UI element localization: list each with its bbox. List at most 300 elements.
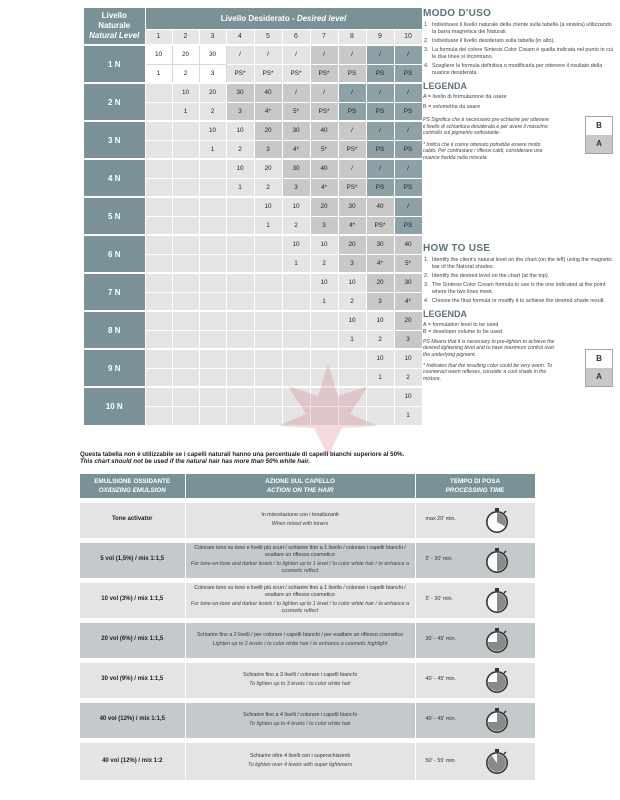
developer-volume-cell: 10 [282, 197, 310, 216]
action-english: When mixed with toners [271, 521, 329, 527]
usage-steps-en [423, 257, 615, 305]
formulation-level-cell: 2 [254, 178, 282, 197]
developer-volume-cell [226, 349, 254, 368]
desired-level-2: 2 [172, 29, 199, 45]
star-note-it: * Indica che il colore ottenuto potrebbe essere molto caldo. Per contrastare i riflessi caldi, considerare una nuance fredda nella miscela. [423, 141, 543, 161]
formulation-level-cell [282, 292, 310, 311]
developer-volume-cell [172, 273, 199, 292]
developer-volume-cell [145, 311, 172, 330]
developer-volume-cell [199, 159, 226, 178]
legend-title-en: LEGENDA [423, 308, 468, 319]
developer-volume-cell: 10 [366, 311, 394, 330]
developer-volume-cell: 20 [310, 197, 338, 216]
chart-row [84, 121, 422, 140]
developer-volume-cell: 10 [394, 387, 422, 406]
emulsion-name: 40 vol (12%) / mix 1:2 [80, 740, 185, 780]
formulation-level-cell: PS* [366, 216, 394, 235]
formulation-level-cell [254, 292, 282, 311]
developer-volume-cell [172, 387, 199, 406]
formulation-level-cell: 2 [310, 254, 338, 273]
developer-volume-cell: 10 [226, 159, 254, 178]
developer-volume-cell: 30 [199, 45, 226, 64]
emulsion-row [80, 580, 535, 620]
formulation-level-cell [199, 368, 226, 387]
formulation-level-cell: PS [366, 64, 394, 83]
desired-level-9: 9 [366, 29, 394, 45]
natural-level-label: 6 N [84, 235, 145, 273]
legend-box-b: B [596, 354, 602, 363]
processing-time: 40' - 45' min. [425, 676, 457, 683]
formulation-level-cell [172, 292, 199, 311]
legend-b-en: B = developer volume to be used [423, 328, 502, 335]
developer-volume-cell [172, 349, 199, 368]
formulation-level-cell: PS [366, 178, 394, 197]
formulation-level-cell [145, 368, 172, 387]
developer-volume-cell [199, 311, 226, 330]
natural-level-label: 7 N [84, 273, 145, 311]
developer-volume-cell [199, 349, 226, 368]
formulation-level-cell: PS* [310, 102, 338, 121]
natural-level-label: 5 N [84, 197, 145, 235]
developer-volume-cell: 40 [394, 235, 422, 254]
formulation-level-cell: 2 [394, 368, 422, 387]
ps-note-en: PS Means that it is necessary to pre-lighten to achieve the desired lightening level and to have maximum control over the underlying pigment. [423, 338, 555, 358]
instructions-italian [423, 8, 615, 161]
developer-volume-cell: / [366, 159, 394, 178]
formulation-level-cell [172, 140, 199, 159]
developer-volume-cell: / [282, 83, 310, 102]
formulation-level-cell: 1 [226, 178, 254, 197]
developer-volume-cell [199, 273, 226, 292]
developer-volume-cell [282, 273, 310, 292]
emulsion-name: 30 vol (9%) / mix 1:1,5 [80, 660, 185, 700]
developer-volume-cell [172, 235, 199, 254]
legend-box-it [585, 116, 613, 154]
developer-volume-cell: 10 [310, 235, 338, 254]
developer-volume-cell: 20 [172, 45, 199, 64]
formulation-level-cell [199, 292, 226, 311]
chart-row [84, 235, 422, 254]
formulation-level-cell [199, 406, 226, 425]
developer-volume-cell: 20 [199, 83, 226, 102]
developer-volume-cell [145, 159, 172, 178]
action-cell [185, 740, 415, 780]
developer-volume-cell [145, 197, 172, 216]
action-english: To lighten up to 4 levels / to color white hair [249, 721, 351, 727]
developer-volume-cell: / [226, 45, 254, 64]
chart-row [84, 45, 422, 64]
formulation-level-cell: 3 [226, 102, 254, 121]
formulation-level-cell [172, 368, 199, 387]
formulation-level-cell: 4* [366, 254, 394, 273]
developer-volume-cell: / [254, 45, 282, 64]
processing-time: 5' - 30' min. [425, 556, 454, 563]
formulation-level-cell: 3 [199, 64, 226, 83]
action-english: Lighten up to 2 levels / to color white hair / to enhance a cosmetic highlight [212, 641, 388, 647]
desired-level-5: 5 [254, 29, 282, 45]
formulation-level-cell [172, 330, 199, 349]
developer-volume-cell [199, 387, 226, 406]
processing-time-cell [415, 540, 535, 580]
developer-volume-cell: 40 [366, 197, 394, 216]
formulation-level-cell: 3 [310, 216, 338, 235]
formulation-level-cell: PS [394, 216, 422, 235]
stopwatch-icon [484, 747, 510, 775]
usage-step: 3. La formula del colore Sintesis Color Cream è quella indicata nel punto in cui le due linee si incontrano. [424, 46, 613, 60]
stopwatch-icon [484, 706, 510, 734]
emulsion-name: 10 vol (3%) / mix 1:1,5 [80, 580, 185, 620]
desired-level-6: 6 [282, 29, 310, 45]
processing-time: 40' - 45' min. [425, 716, 457, 723]
developer-volume-cell: / [366, 45, 394, 64]
action-italian: Schiarire fino a 3 livelli / colorare i capelli bianchi [243, 671, 357, 678]
developer-volume-cell: 10 [394, 349, 422, 368]
processing-time-cell [415, 700, 535, 740]
formulation-level-cell [145, 216, 172, 235]
action-cell [185, 500, 415, 540]
usage-step: 1. Individuare il livello naturale della cliente sulla tabella (a sinistra) utilizzando la barra magnetica dei Naturali. [424, 22, 612, 36]
developer-volume-cell [310, 311, 338, 330]
formulation-level-cell: 2 [226, 140, 254, 159]
formulation-level-cell [172, 216, 199, 235]
developer-volume-cell: 10 [226, 121, 254, 140]
formulation-level-cell [226, 330, 254, 349]
formulation-level-cell: 4* [338, 216, 366, 235]
developer-volume-cell: 10 [145, 45, 172, 64]
header-time: TEMPO DI POSA PROCESSING TIME [415, 474, 535, 500]
emulsion-name: 20 vol (6%) / mix 1:1,5 [80, 620, 185, 660]
formulation-level-cell: 1 [338, 330, 366, 349]
developer-volume-cell: 40 [310, 159, 338, 178]
developer-volume-cell [199, 235, 226, 254]
developer-volume-cell: / [338, 45, 366, 64]
developer-volume-cell: / [282, 45, 310, 64]
formulation-level-cell [226, 254, 254, 273]
developer-volume-cell [226, 311, 254, 330]
stopwatch-icon [484, 506, 510, 534]
formulation-level-cell: PS [366, 102, 394, 121]
action-italian: In miscelazione con i tonalizzanti [261, 511, 339, 518]
formulation-level-cell: PS* [254, 64, 282, 83]
formulation-level-cell: PS* [282, 64, 310, 83]
developer-volume-cell [254, 235, 282, 254]
processing-time-cell [415, 660, 535, 700]
formulation-level-cell: PS [338, 64, 366, 83]
caption-english: This chart should not be used if the natural hair has more than 50% white hair. [80, 458, 311, 465]
processing-time-cell [415, 580, 535, 620]
stopwatch-icon [484, 586, 510, 614]
emulsion-row [80, 500, 535, 540]
usage-step: 3. The Sintesis Color Cream formula to use is the one indicated at the point where the two lines meet. [424, 281, 606, 295]
formulation-level-cell: 5* [394, 254, 422, 273]
developer-volume-cell: 10 [366, 349, 394, 368]
chart-row [84, 273, 422, 292]
desired-level-header: Livello Desiderato - Desired level [145, 8, 422, 29]
developer-volume-cell: 30 [282, 121, 310, 140]
formulation-level-cell: PS [338, 102, 366, 121]
formulation-level-cell [145, 406, 172, 425]
developer-volume-cell [145, 235, 172, 254]
desired-level-10: 10 [394, 29, 422, 45]
developer-volume-cell [145, 273, 172, 292]
formulation-level-cell: 2 [172, 64, 199, 83]
chart-row [84, 311, 422, 330]
formulation-level-cell [226, 368, 254, 387]
developer-volume-cell: 20 [254, 159, 282, 178]
developer-volume-cell [226, 273, 254, 292]
developer-volume-cell: / [394, 45, 422, 64]
usage-steps-it [423, 22, 615, 77]
natural-level-label: 2 N [84, 83, 145, 121]
developer-volume-cell: / [394, 197, 422, 216]
usage-title-it: MODO D'USO [423, 8, 492, 19]
formulation-level-cell: PS [394, 140, 422, 159]
action-cell [185, 660, 415, 700]
formulation-level-cell [254, 330, 282, 349]
developer-volume-cell: 10 [338, 311, 366, 330]
developer-volume-cell: 20 [254, 121, 282, 140]
formulation-level-cell: 3 [254, 140, 282, 159]
developer-volume-cell [199, 197, 226, 216]
instructions-english [423, 243, 615, 382]
natural-level-label: 8 N [84, 311, 145, 349]
natural-level-label: 10 N [84, 387, 145, 425]
usage-step: 2. Identify the desired level on the chart (at the top). [424, 272, 550, 279]
formulation-level-cell: 1 [310, 292, 338, 311]
usage-step: 2. Individuare il livello desiderato sulla tabella (in alto). [424, 37, 555, 44]
developer-volume-cell: / [394, 159, 422, 178]
developer-volume-cell: 20 [366, 273, 394, 292]
action-cell [185, 620, 415, 660]
action-italian: Schiarire oltre 4 livelli con i superschiarenti [249, 753, 351, 760]
formulation-level-cell [199, 216, 226, 235]
formulation-level-cell [199, 178, 226, 197]
legend-box-b: B [596, 121, 602, 130]
formulation-level-cell: 4* [310, 178, 338, 197]
action-english: To lighten over 4 levels with super lighteners [247, 762, 353, 769]
developer-volume-cell: 10 [254, 197, 282, 216]
developer-volume-cell: / [394, 121, 422, 140]
natural-level-label: 4 N [84, 159, 145, 197]
formulation-level-cell: 3 [394, 330, 422, 349]
formulation-level-cell [172, 178, 199, 197]
desired-level-7: 7 [310, 29, 338, 45]
formulation-level-cell [172, 254, 199, 273]
developer-volume-cell: 30 [338, 197, 366, 216]
developer-volume-cell [254, 311, 282, 330]
caption-italian: Questa tabella non è utilizzabile se i capelli naturali hanno una percentuale di capelli bianchi superiore al 50%. [80, 451, 405, 458]
developer-volume-cell: 40 [254, 83, 282, 102]
processing-time: 5' - 30' min. [425, 596, 454, 603]
developer-volume-cell: 30 [394, 273, 422, 292]
header-emulsion: EMULSIONE OSSIDANTE OXIDIZING EMULSION [80, 474, 185, 500]
formulation-level-cell: PS* [338, 178, 366, 197]
developer-volume-cell [145, 387, 172, 406]
chart-corner-header: Livello Naturale Natural Level [84, 8, 145, 45]
processing-time-cell [415, 500, 535, 540]
usage-step: 1. Identify the client's natural level on the chart (on the left) using the magnetic bar of the Natural shades. [424, 257, 613, 271]
formulation-level-cell [199, 330, 226, 349]
formulation-level-cell: 2 [338, 292, 366, 311]
developer-volume-cell: 30 [226, 83, 254, 102]
legend-title-it: LEGENDA [423, 80, 468, 91]
usage-step: 4. Scegliere la formula definitiva o modificarla per ottenere il risultato della nuance desiderata. [424, 62, 603, 76]
stopwatch-icon [484, 626, 510, 654]
developer-volume-cell [172, 121, 199, 140]
formulation-level-cell: 3 [282, 178, 310, 197]
action-english: For tone-on-tone and darker levels / to lighten up to 1 level / to color white hair / to enhance a cosmetic reflect [190, 601, 410, 615]
stopwatch-icon [484, 666, 510, 694]
legend-a-en: A = formulation level to be used [423, 321, 499, 328]
developer-volume-cell: 10 [282, 235, 310, 254]
legend-box-a: A [586, 135, 612, 153]
formulation-level-cell: 1 [254, 216, 282, 235]
developer-volume-cell: / [338, 83, 366, 102]
chart-row [84, 83, 422, 102]
legend-b-it: B = volumetria da usare [423, 103, 481, 110]
formulation-level-cell: 4* [254, 102, 282, 121]
action-cell [185, 580, 415, 620]
developer-volume-cell: / [338, 159, 366, 178]
developer-volume-cell [282, 311, 310, 330]
developer-volume-cell: / [310, 45, 338, 64]
formulation-level-cell: 1 [282, 254, 310, 273]
formulation-level-cell: 1 [145, 64, 172, 83]
natural-level-label: 9 N [84, 349, 145, 387]
formulation-level-cell: 3 [366, 292, 394, 311]
developer-volume-cell: 10 [172, 83, 199, 102]
action-cell [185, 700, 415, 740]
processing-time: max 20' min. [425, 516, 456, 523]
legend-box-en [585, 349, 613, 387]
formulation-level-cell [145, 292, 172, 311]
formulation-level-cell: PS [366, 140, 394, 159]
developer-volume-cell: / [310, 83, 338, 102]
formulation-level-cell: PS* [226, 64, 254, 83]
formulation-level-cell: PS* [310, 64, 338, 83]
formulation-level-cell [145, 102, 172, 121]
formulation-level-cell: 3 [338, 254, 366, 273]
formulation-level-cell [199, 254, 226, 273]
formulation-level-cell [145, 254, 172, 273]
formulation-level-cell: PS [394, 178, 422, 197]
formulation-level-cell: 4* [282, 140, 310, 159]
developer-volume-cell: 30 [366, 235, 394, 254]
action-italian: Schiarire fino a 4 livelli / colorare i capelli bianchi [243, 711, 357, 718]
emulsion-row [80, 700, 535, 740]
processing-time: 30' - 45' min. [425, 636, 457, 643]
emulsion-name: Tone activator [80, 500, 185, 540]
formulation-level-cell: 2 [366, 330, 394, 349]
natural-level-label: 1 N [84, 45, 145, 83]
formulation-level-cell [226, 292, 254, 311]
developer-volume-cell: 30 [282, 159, 310, 178]
developer-volume-cell: 40 [310, 121, 338, 140]
formulation-level-cell [226, 216, 254, 235]
ps-note-it: PS Significa che è necessario pre-schiarire per ottenere il livello di schiaritura desiderata e per avere il massimo controllo sul pigmento sottostante. [423, 116, 549, 137]
desired-level-1: 1 [145, 29, 172, 45]
developer-volume-cell: 20 [394, 311, 422, 330]
formulation-level-cell: 2 [282, 216, 310, 235]
emulsion-row [80, 740, 535, 780]
desired-level-4: 4 [226, 29, 254, 45]
processing-time: 50' - 55' min. [425, 757, 457, 764]
emulsion-table [80, 474, 536, 780]
legend-box-a: A [586, 368, 612, 386]
legend-a-it: A = livello di formulazione da usare [423, 93, 507, 100]
action-italian: Colorare tono su tono e livelli più scuri / schiarire fino a 1 livello / colorare i capelli bianchi / esaltare un riflesso cosmetico [194, 544, 406, 558]
formulation-level-cell: 1 [366, 368, 394, 387]
formulation-level-cell [310, 330, 338, 349]
developer-volume-cell [172, 311, 199, 330]
formulation-level-cell: 1 [172, 102, 199, 121]
emulsion-row [80, 660, 535, 700]
emulsion-row [80, 620, 535, 660]
chart-row [84, 197, 422, 216]
action-italian: Colorare tono su tono e livelli più scuri / schiarire fino a 1 livello / colorare i capelli bianchi / esaltare un riflesso cosmetico [194, 584, 406, 598]
developer-volume-cell: 20 [338, 235, 366, 254]
developer-volume-cell [226, 235, 254, 254]
action-english: For tone-on-tone and darker levels / to lighten up to 1 level / to color white hair / to enhance a cosmetic reflect [190, 561, 410, 575]
formulation-level-cell: 1 [394, 406, 422, 425]
developer-volume-cell: 10 [199, 121, 226, 140]
formulation-level-cell: 5* [282, 102, 310, 121]
developer-volume-cell: / [366, 121, 394, 140]
natural-level-label: 3 N [84, 121, 145, 159]
processing-time-cell [415, 620, 535, 660]
developer-volume-cell: 10 [338, 273, 366, 292]
formulation-level-cell [282, 330, 310, 349]
processing-time-cell [415, 740, 535, 780]
formulation-level-cell [172, 406, 199, 425]
emulsion-row [80, 540, 535, 580]
developer-volume-cell [145, 121, 172, 140]
formulation-level-cell: 2 [199, 102, 226, 121]
emulsion-name: 5 vol (1,5%) / mix 1:1,5 [80, 540, 185, 580]
action-cell [185, 540, 415, 580]
developer-volume-cell: / [338, 121, 366, 140]
chart-row [84, 159, 422, 178]
developer-volume-cell [145, 83, 172, 102]
formulation-level-cell [145, 330, 172, 349]
emulsion-name: 40 vol (12%) / mix 1:1,5 [80, 700, 185, 740]
developer-volume-cell [254, 273, 282, 292]
action-italian: Schiarire fino a 2 livelli / per colorare i capelli bianchi / per esaltare un riflesso cosmetico [196, 631, 404, 638]
developer-volume-cell: / [366, 83, 394, 102]
formulation-level-cell [226, 406, 254, 425]
action-english: To lighten up to 3 levels / to color white hair [249, 681, 351, 687]
formulation-level-cell [145, 140, 172, 159]
formulation-level-cell: PS [394, 64, 422, 83]
formulation-level-cell: 4* [394, 292, 422, 311]
developer-volume-cell [226, 197, 254, 216]
formulation-level-cell: 5* [310, 140, 338, 159]
usage-step: 4. Choose the final formula or modify it to achieve the desired shade result. [424, 297, 605, 304]
formulation-level-cell: PS [394, 102, 422, 121]
stopwatch-icon [484, 546, 510, 574]
formulation-level-cell: 1 [199, 140, 226, 159]
watermark-logo [258, 356, 398, 466]
developer-volume-cell [145, 349, 172, 368]
chart-caption [80, 451, 420, 465]
developer-volume-cell [226, 387, 254, 406]
formulation-level-cell [145, 178, 172, 197]
header-action: AZIONE SUL CAPELLO ACTION ON THE HAIR [185, 474, 415, 500]
formulation-level-cell: PS* [338, 140, 366, 159]
developer-volume-cell [172, 197, 199, 216]
developer-volume-cell: 10 [310, 273, 338, 292]
developer-volume-cell [172, 159, 199, 178]
